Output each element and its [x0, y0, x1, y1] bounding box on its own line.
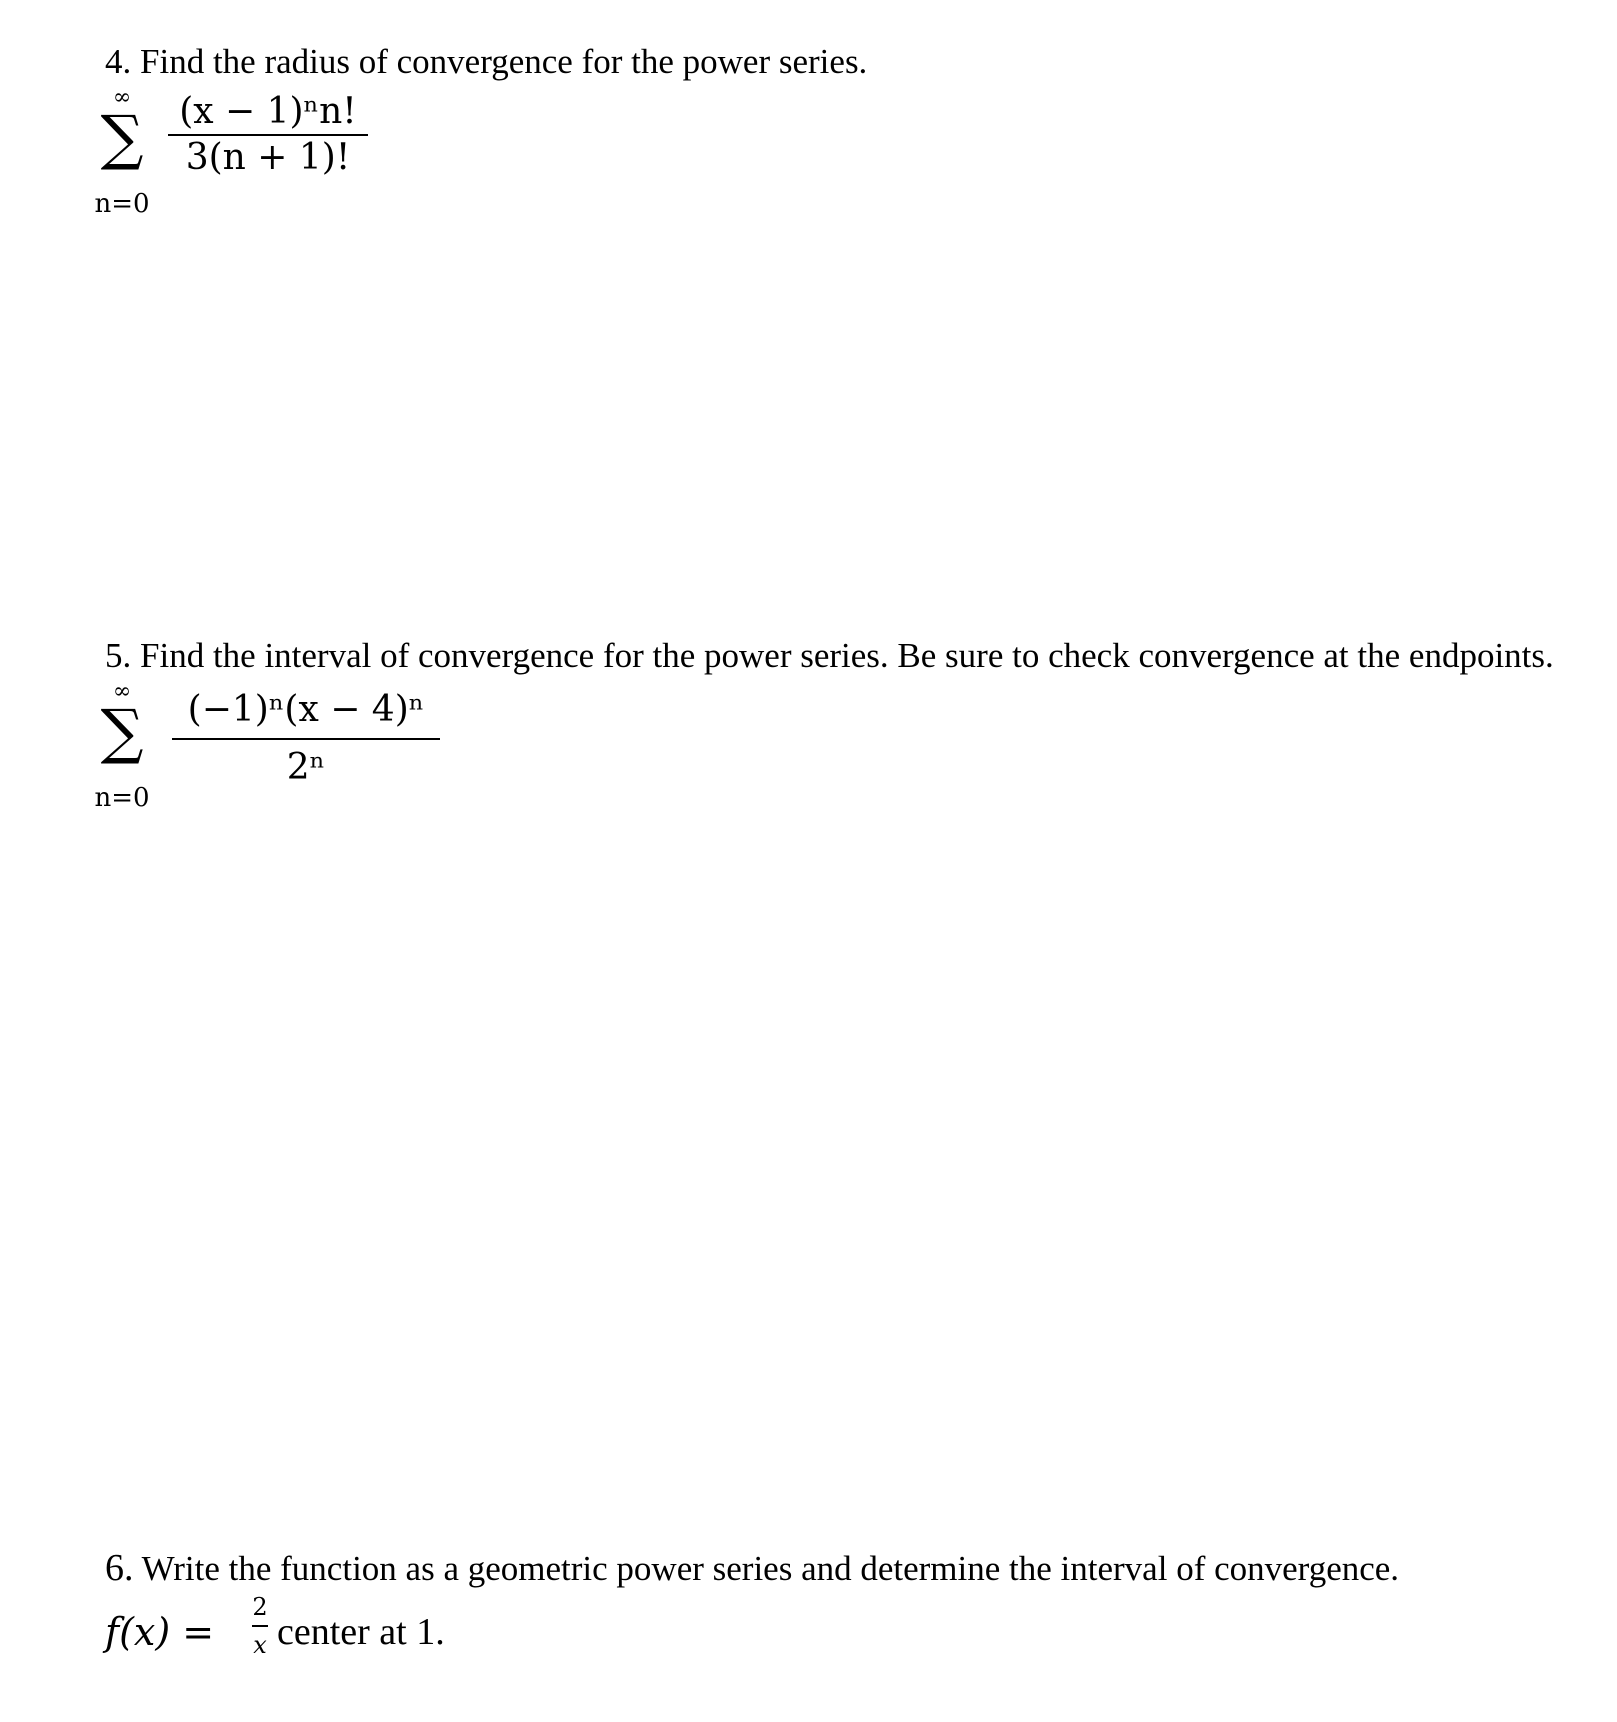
problem-6-fraction-bar: [252, 1625, 268, 1627]
problem-5-fraction-bar: [172, 738, 440, 740]
problem-6-fraction-denominator: [248, 1630, 272, 1660]
problem-6-prompt: [105, 1548, 1399, 1589]
problem-6-number: 6.: [105, 1547, 134, 1589]
problem-4-sum-upper-limit: ∞: [112, 85, 132, 110]
problem-6-function: [105, 1592, 805, 1682]
problem-6-fraction: [248, 1592, 272, 1660]
problem-4-number: 4.: [105, 42, 132, 81]
problem-5-number: 5.: [105, 636, 132, 675]
problem-6-fraction-variable: x: [253, 1631, 267, 1659]
problem-4-sigma-symbol: ∑: [100, 103, 144, 173]
problem-5-sum-lower-limit: n=0: [94, 783, 150, 813]
problem-5-sum-upper-limit: ∞: [112, 679, 132, 704]
problem-5-summation: [92, 680, 182, 820]
problem-4-prompt: [105, 42, 867, 82]
problem-4-text: Find the radius of convergence for the power series.: [140, 42, 868, 81]
problem-6-fraction-numerator: 2: [252, 1593, 268, 1621]
problem-4-denominator: 3(n + 1)!: [185, 137, 351, 178]
problem-4-numerator: (x − 1)ⁿn!: [179, 91, 357, 132]
problem-5-prompt: [105, 636, 1554, 676]
problem-4-fraction: [168, 90, 368, 180]
problem-6-center-text: center at 1.: [277, 1611, 445, 1653]
problem-6-function-lhs: [105, 1610, 214, 1654]
problem-6-function-name: f(x) =: [105, 1610, 215, 1654]
problem-6-text: Write the function as a geometric power series and determine the interval of convergence.: [141, 1549, 1400, 1588]
problem-5-text: Find the interval of convergence for the power series. Be sure to check convergence at the endpoints.: [140, 636, 1554, 675]
problem-5-numerator: (−1)ⁿ(x − 4)ⁿ: [187, 689, 425, 730]
problem-4-sum-lower-limit: n=0: [94, 189, 150, 219]
problem-5-fraction: [172, 688, 440, 790]
problem-5-sigma-symbol: ∑: [100, 697, 144, 767]
problem-5-denominator: 2ⁿ: [286, 747, 326, 788]
